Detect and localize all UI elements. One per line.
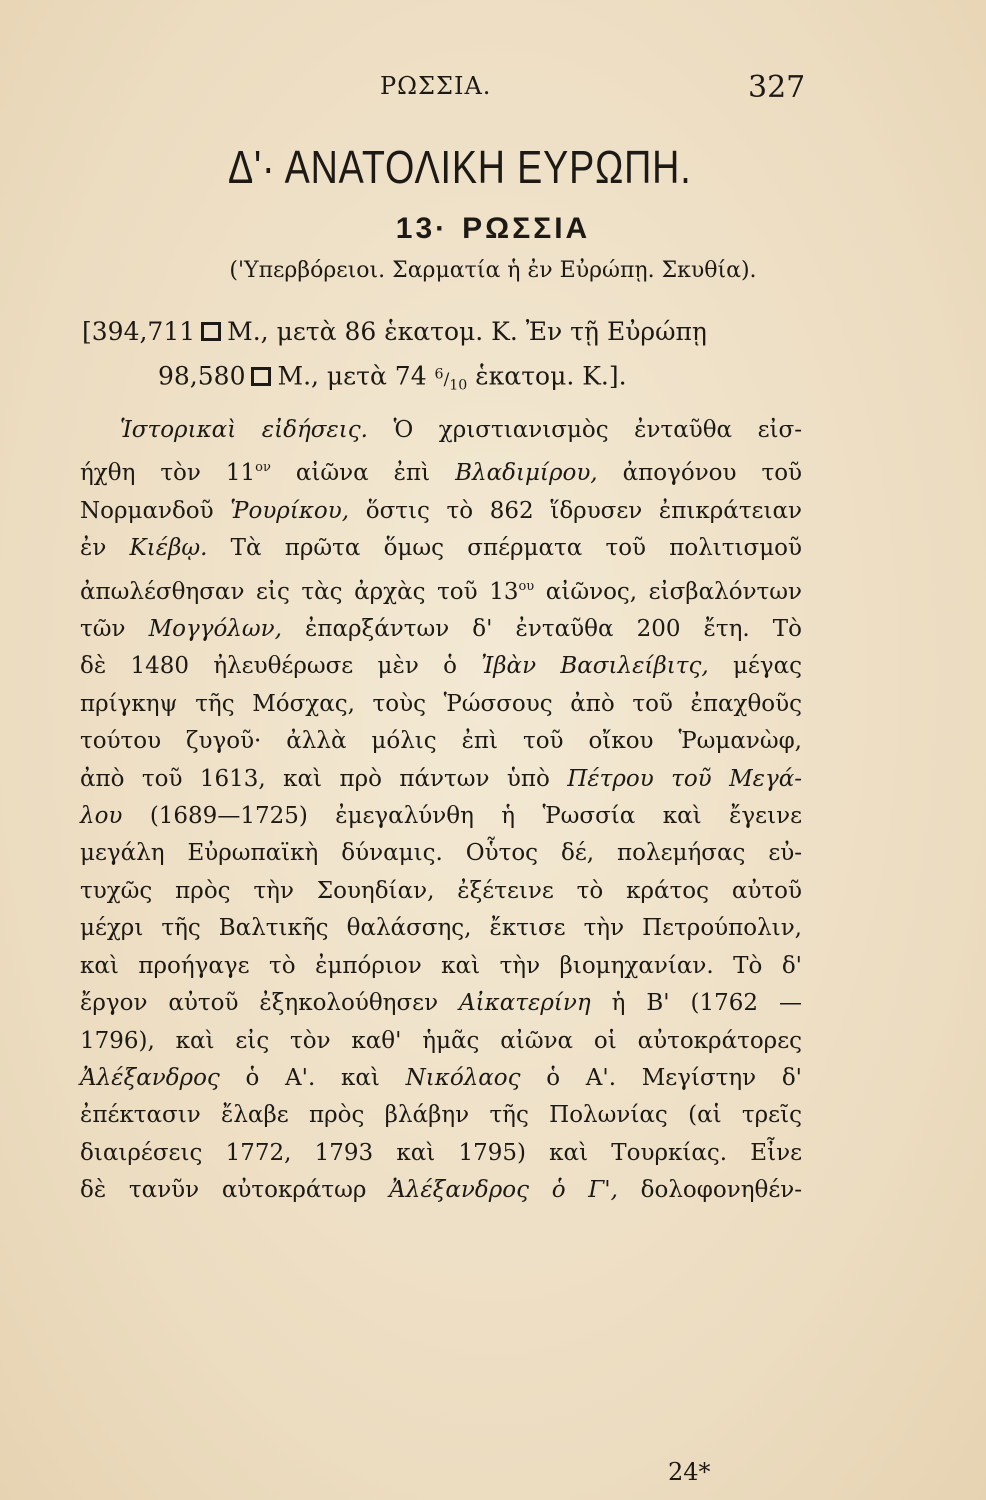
text-line	[80, 449, 802, 492]
italic-name: Νικόλαος	[405, 1064, 521, 1091]
text-span: ἔργον αὐτοῦ ἐξηκολούθησεν	[80, 990, 439, 1017]
superscript: ου	[518, 578, 535, 594]
italic-heading: Ἱστορικαὶ εἰδήσεις.	[120, 417, 368, 443]
text-span: ὁ Α'. Μεγίστην δ'	[546, 1064, 803, 1091]
text-line: καὶ προήγαγε τὸ ἐμπόριον καὶ τὴν βιομηχανίαν. Τὸ δ'	[80, 952, 802, 979]
text-line	[80, 648, 802, 685]
fraction-numerator: 6	[434, 366, 444, 382]
section-title: Δ'· ΑΝΑΤΟΛΙΚΗ ΕΥΡΩΠΗ.	[228, 141, 692, 193]
stats-text-2: Μ., μετὰ 74	[277, 361, 427, 391]
italic-name: Ῥουρίκου,	[230, 497, 350, 524]
area-europe: 98,580	[158, 361, 246, 391]
text-line: τούτου ζυγοῦ· ἀλλὰ μόλις ἐπὶ τοῦ οἴκου Ῥωμανὼφ,	[80, 728, 802, 755]
text-line	[80, 761, 802, 798]
text-line	[80, 530, 802, 567]
text-span: Ὁ χριστιανισμὸς ἐνταῦθα εἰσ-	[393, 417, 803, 443]
text-line: μέχρι τῆς Βαλτικῆς θαλάσσης, ἔκτισε τὴν Πετρούπολιν,	[80, 915, 802, 942]
body-paragraph	[80, 412, 802, 1210]
text-span: ἀπωλέσθησαν εἰς τὰς ἀρχὰς τοῦ 13	[80, 578, 519, 605]
text-span: ὅστις τὸ 862 ἵδρυσεν ἐπικράτειαν	[365, 497, 803, 524]
italic-name: Μογγόλων,	[148, 616, 282, 643]
text-line	[80, 412, 802, 449]
stats-line-1	[82, 310, 842, 353]
stats-text-3: ἑκατομ. Κ.].	[475, 361, 627, 391]
square-icon	[201, 322, 221, 341]
chapter-alt-names: ('Υπερβόρειοι. Σαρματία ἡ ἐν Εὐρώπῃ. Σκυθία).	[229, 258, 757, 283]
text-span: ὁ Α'. καὶ	[245, 1064, 380, 1091]
text-line	[80, 611, 802, 648]
text-line	[80, 493, 802, 530]
area-population-stats	[82, 310, 842, 407]
text-line	[80, 1060, 802, 1097]
text-span: αἰῶνος, εἰσβαλόντων	[545, 578, 803, 605]
text-span: δὲ 1480 ἠλευθέρωσε μὲν ὁ	[80, 653, 457, 680]
text-span: δολοφονηθέν-	[640, 1177, 803, 1204]
text-span: ἡ Β' (1762 —	[611, 990, 803, 1017]
italic-name: Βλαδιμίρου,	[455, 460, 598, 487]
square-icon	[251, 367, 271, 386]
text-line	[80, 568, 802, 611]
italic-name: λου	[80, 803, 123, 830]
fraction: $^6/_{10}$	[434, 366, 468, 394]
text-line	[80, 1172, 802, 1209]
italic-name: Πέτρου τοῦ Μεγά-	[567, 765, 803, 792]
text-span: τῶν	[80, 616, 126, 643]
italic-name: Κιέβῳ.	[129, 535, 208, 562]
text-line	[80, 985, 802, 1022]
text-span: ἐν	[80, 535, 107, 562]
text-span: (1689—1725) ἐμεγαλύνθη ἡ Ῥωσσία καὶ ἔγεινε	[149, 803, 802, 830]
text-span: Τὰ πρῶτα ὅμως σπέρματα τοῦ πολιτισμοῦ	[230, 535, 803, 562]
chapter-number: 13·	[395, 212, 449, 245]
text-span: μέγας	[733, 653, 803, 680]
text-line: πρίγκηψ τῆς Μόσχας, τοὺς Ῥώσσους ἀπὸ τοῦ ἐπαχθοῦς	[80, 690, 802, 717]
page-number: 327	[748, 70, 806, 105]
text-line: διαιρέσεις 1772, 1793 καὶ 1795) καὶ Τουρκίας. Εἶνε	[80, 1139, 802, 1166]
text-span: Νορμανδοῦ	[80, 497, 214, 524]
signature-mark: 24*	[668, 1458, 711, 1486]
stats-line-2	[82, 353, 842, 407]
italic-name: Ἰβὰν Βασιλείβιτς,	[481, 653, 709, 680]
text-line: τυχῶς πρὸς τὴν Σουηδίαν, ἐξέτεινε τὸ κράτος αὐτοῦ	[80, 877, 802, 904]
text-line: ἐπέκτασιν ἔλαβε πρὸς βλάβην τῆς Πολωνίας (αἱ τρεῖς	[80, 1102, 802, 1129]
italic-name: Ἀλέξανδρος	[80, 1064, 220, 1091]
text-span: ήχθη τὸν 11	[80, 460, 256, 487]
italic-name: Αἰκατερίνη	[459, 990, 591, 1017]
text-line	[80, 798, 802, 835]
text-span: δὲ τανῦν αὐτοκράτωρ	[80, 1177, 367, 1204]
text-span: ἀπὸ τοῦ 1613, καὶ πρὸ πάντων ὑπὸ	[80, 765, 550, 792]
text-line: μεγάλη Εὐρωπαϊκὴ δύναμις. Οὗτος δέ, πολεμήσας εὐ-	[80, 840, 802, 867]
fraction-denominator: 10	[449, 377, 468, 394]
area-total: [394,711	[82, 317, 196, 346]
chapter-heading	[0, 212, 986, 246]
running-head: ΡΩΣΣΙΑ.	[380, 72, 492, 100]
text-line: 1796), καὶ εἰς τὸν καθ' ἡμᾶς αἰῶνα οἱ αὐτοκράτορες	[80, 1027, 802, 1054]
text-span: ἀπογόνου τοῦ	[622, 460, 803, 487]
text-span: ἐπαρξάντων δ' ἐνταῦθα 200 ἔτη. Τὸ	[305, 616, 802, 643]
text-span: αἰῶνα ἐπὶ	[295, 460, 431, 487]
italic-name: Ἀλέξανδρος ὁ Γ',	[389, 1177, 618, 1204]
stats-text-1: Μ., μετὰ 86 ἑκατομ. Κ. Ἐν τῇ Εὐρώπῃ	[227, 317, 707, 346]
chapter-title: ΡΩΣΣΙΑ	[462, 212, 591, 245]
superscript: ον	[255, 460, 271, 476]
